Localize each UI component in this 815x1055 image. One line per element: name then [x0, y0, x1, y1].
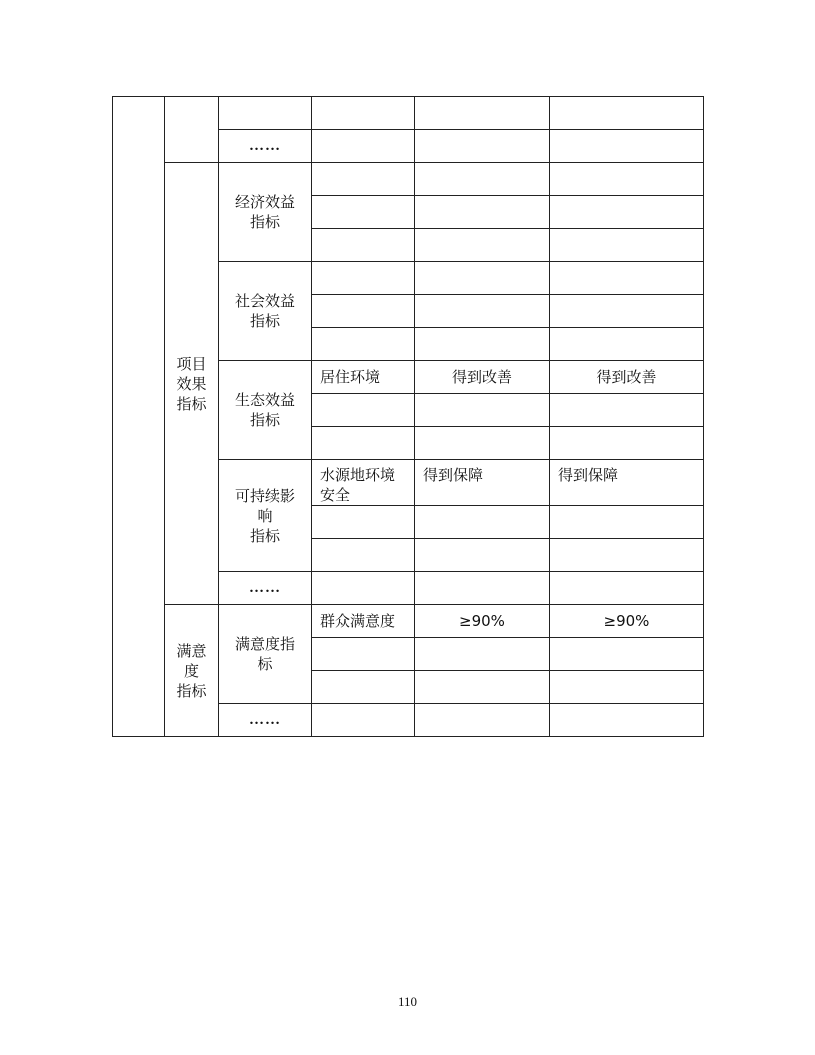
satisfaction-indicator-group-cell: [165, 605, 219, 737]
target-value-cell: [415, 638, 550, 671]
actual-value-cell: [550, 638, 704, 671]
target-value-cell: [415, 394, 550, 427]
indicator-content-cell: [312, 427, 415, 460]
actual-value-cell: [550, 196, 704, 229]
indicator-content-cell: [312, 506, 415, 539]
satisfaction-indicator-cell: [219, 605, 312, 704]
table-row: [113, 97, 704, 130]
actual-value-cell: [550, 163, 704, 196]
ecological-benefit-indicator-cell: [219, 361, 312, 460]
satisfaction-indicator-label: 满意度指 标: [234, 635, 295, 673]
target-value-cell: [415, 130, 550, 163]
actual-value-cell: [550, 229, 704, 262]
effect-indicator-group-label: 项目 效果 指标: [176, 354, 207, 413]
target-value-cell: [415, 196, 550, 229]
actual-value-cell: [550, 506, 704, 539]
target-value-cell: [415, 539, 550, 572]
actual-value-cell: [550, 394, 704, 427]
actual-value-cell: [550, 539, 704, 572]
actual-value-cell: [550, 97, 704, 130]
target-value-cell: [415, 295, 550, 328]
social-benefit-label: 社会效益 指标: [234, 292, 295, 330]
target-value-cell: [415, 506, 550, 539]
actual-value-cell: [550, 572, 704, 605]
satisfaction-indicator-group-label: 满意 度 指标: [176, 641, 207, 700]
page-number: 110: [397, 994, 418, 1009]
indicator-content-cell: [312, 295, 415, 328]
indicator-content-cell: [312, 163, 415, 196]
indicator-content-cell: [312, 671, 415, 704]
actual-value-cell: [550, 262, 704, 295]
indicator-content-cell: [312, 572, 415, 605]
indicator-content-text: 水源地环境 安全: [320, 466, 396, 504]
target-value-cell: [415, 262, 550, 295]
actual-value-cell: 得到改善: [550, 361, 704, 394]
target-value-cell: [415, 328, 550, 361]
ellipsis-cell: ……: [219, 704, 312, 737]
performance-indicator-table: [112, 96, 704, 737]
first-level-indicator-cell: [113, 97, 165, 737]
effect-indicator-group-cell: [165, 163, 219, 605]
actual-value-cell: [550, 427, 704, 460]
actual-value-cell: 得到保障: [550, 460, 704, 506]
sustainable-impact-label: 可持续影 响 指标: [234, 486, 295, 545]
target-value-cell: [415, 97, 550, 130]
target-value-cell: 得到保障: [415, 460, 550, 506]
target-value-cell: 得到改善: [415, 361, 550, 394]
indicator-content-cell: [312, 460, 415, 506]
indicator-content-cell: [312, 328, 415, 361]
indicator-content-cell: [312, 262, 415, 295]
target-value-cell: ≥90%: [415, 605, 550, 638]
second-level-indicator-cell: [165, 97, 219, 163]
target-value-cell: [415, 163, 550, 196]
sustainable-impact-indicator-cell: [219, 460, 312, 572]
target-value-cell: [415, 427, 550, 460]
actual-value-cell: ≥90%: [550, 605, 704, 638]
actual-value-cell: [550, 295, 704, 328]
ellipsis-cell: ……: [219, 130, 312, 163]
actual-value-cell: [550, 328, 704, 361]
economic-benefit-label: 经济效益 指标: [234, 193, 295, 231]
actual-value-cell: [550, 671, 704, 704]
third-level-indicator-cell: [219, 97, 312, 130]
indicator-content-cell: [312, 638, 415, 671]
indicator-content-cell: [312, 229, 415, 262]
indicator-content-cell: [312, 394, 415, 427]
indicator-content-cell: [312, 130, 415, 163]
ellipsis-cell: ……: [219, 572, 312, 605]
ecological-benefit-label: 生态效益 指标: [234, 391, 295, 429]
indicator-content-cell: [312, 196, 415, 229]
actual-value-cell: [550, 704, 704, 737]
economic-benefit-indicator-cell: [219, 163, 312, 262]
indicator-content-cell: [312, 97, 415, 130]
target-value-cell: [415, 671, 550, 704]
indicator-content-cell: [312, 704, 415, 737]
indicator-content-cell: 群众满意度: [312, 605, 415, 638]
social-benefit-indicator-cell: [219, 262, 312, 361]
target-value-cell: [415, 572, 550, 605]
indicator-content-cell: [312, 539, 415, 572]
target-value-cell: [415, 229, 550, 262]
indicator-content-cell: 居住环境: [312, 361, 415, 394]
target-value-cell: [415, 704, 550, 737]
table-row: [113, 605, 704, 638]
table-row: [113, 163, 704, 196]
actual-value-cell: [550, 130, 704, 163]
